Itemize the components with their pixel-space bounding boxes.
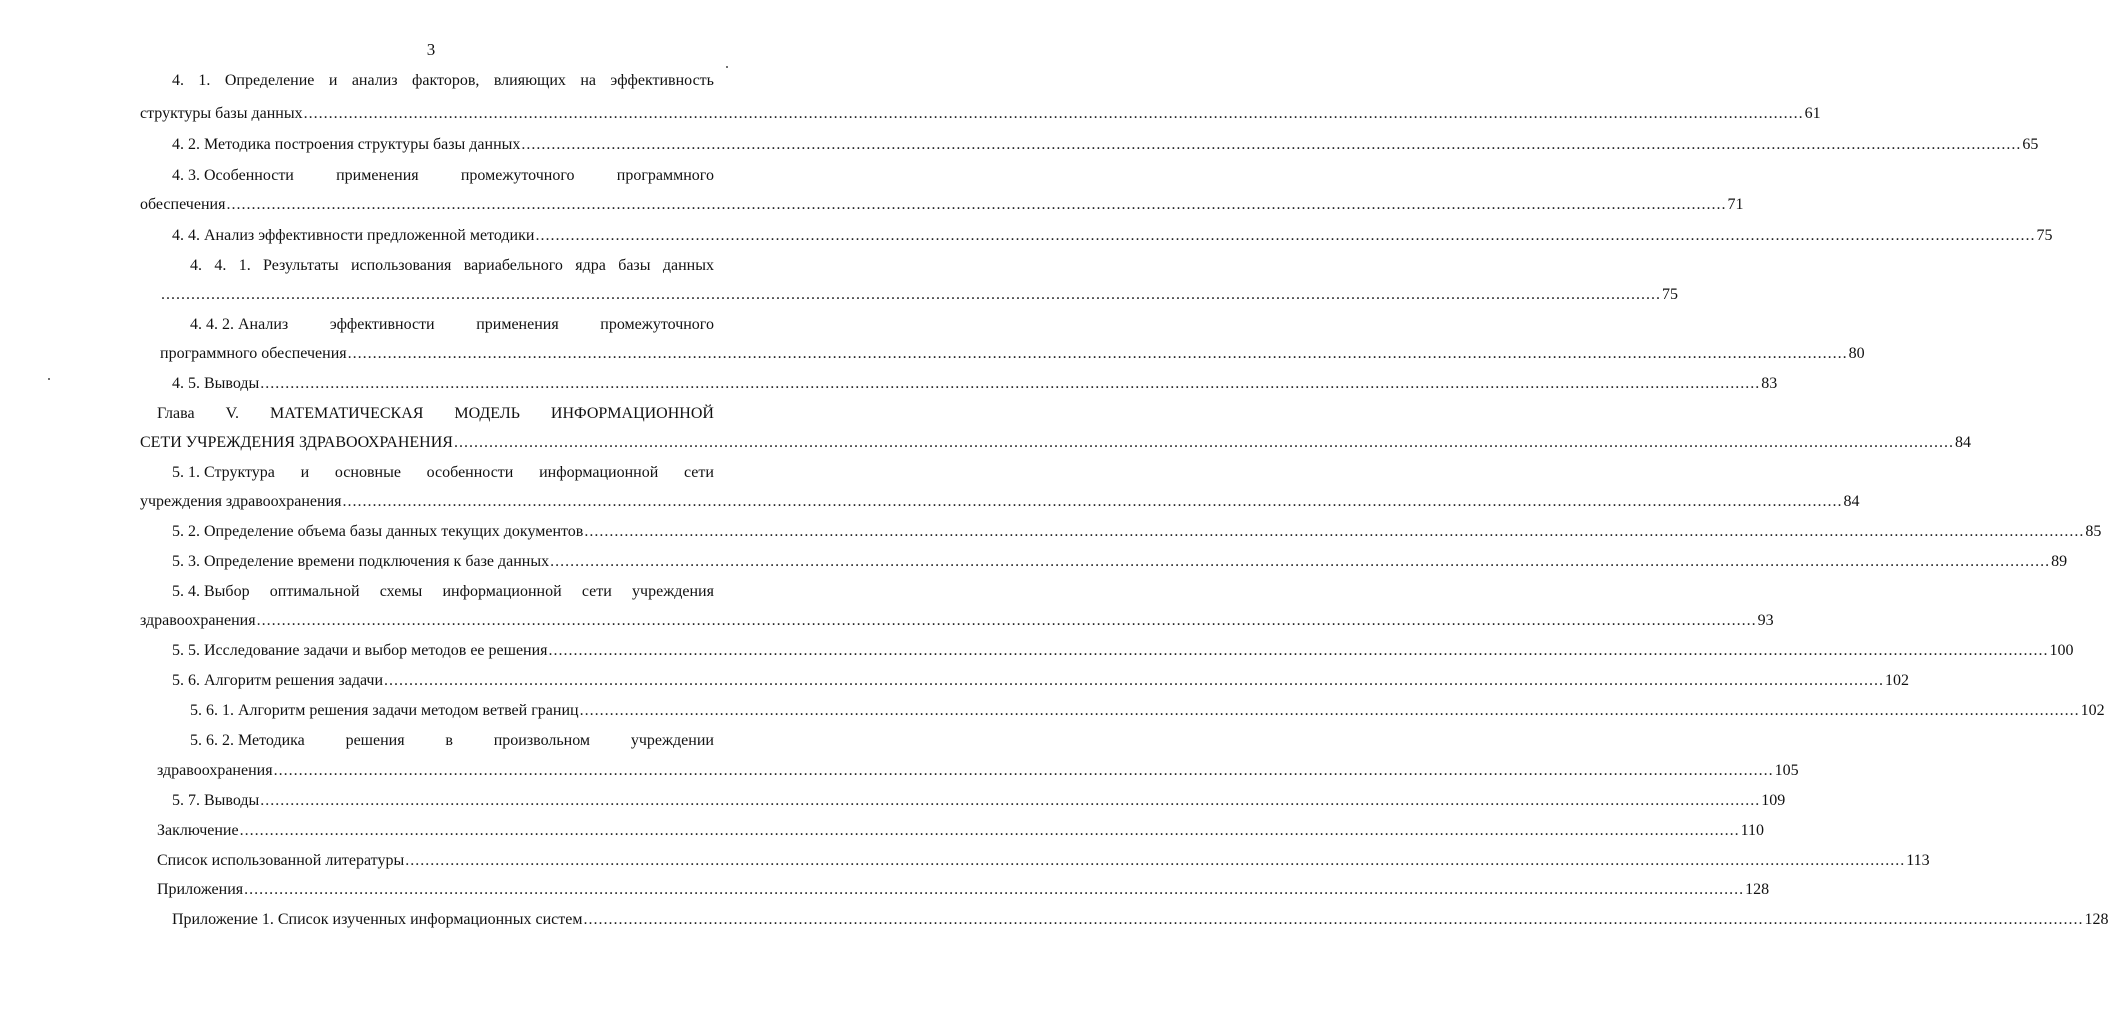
dot-leader: ............................................................................................................................................................................................................................................................................................................ — [583, 911, 2084, 928]
toc-word: в — [445, 732, 453, 749]
toc-page-number: 84 — [1954, 434, 1971, 451]
toc-line-with-page — [140, 103, 1821, 125]
toc-title: программного обеспечения — [160, 345, 347, 362]
toc-page-number: 109 — [1761, 792, 1786, 809]
toc-page-number: 83 — [1761, 375, 1778, 392]
dot-leader: ............................................................................................................................................................................................................................................................................................................ — [342, 493, 1843, 510]
toc-word: данных — [662, 257, 714, 274]
toc-word: особенности — [426, 464, 514, 481]
toc-title: структуры базы данных — [140, 105, 303, 122]
toc-word: 4. — [172, 72, 184, 89]
toc-word: базы — [618, 257, 651, 274]
toc-word: 5. 6. 2. Методика — [190, 732, 305, 749]
toc-title: Заключение — [157, 822, 239, 839]
toc-line-justified — [190, 255, 714, 277]
toc-line-justified — [190, 314, 714, 336]
toc-word: учреждения — [632, 583, 714, 600]
toc-title: Приложение 1. Список изученных информационных систем — [172, 911, 583, 928]
toc-line-with-page — [140, 194, 1744, 216]
toc-page-number: 102 — [1885, 672, 1910, 689]
toc-word: Определение — [224, 72, 315, 89]
toc-word: промежуточного — [460, 167, 575, 184]
toc-word: влияющих — [493, 72, 566, 89]
toc-word: информационной — [442, 583, 562, 600]
toc-word: 5. 1. Структура — [172, 464, 275, 481]
dot-leader: ............................................................................................................................................................................................................................................................................................................ — [384, 672, 1885, 689]
toc-page-number: 80 — [1848, 345, 1865, 362]
toc-word: схемы — [379, 583, 423, 600]
toc-title: СЕТИ УЧРЕЖДЕНИЯ ЗДРАВООХРАНЕНИЯ — [140, 434, 453, 451]
toc-line-with-page — [140, 491, 1860, 513]
toc-page-number: 105 — [1774, 762, 1799, 779]
scan-speck — [48, 378, 50, 380]
toc-line-justified — [172, 462, 714, 484]
toc-word: на — [580, 72, 596, 89]
toc-page-number: 85 — [2085, 523, 2102, 540]
dot-leader: ............................................................................................................................................................................................................................................................................................................ — [453, 434, 1954, 451]
toc-word: программного — [616, 167, 714, 184]
dot-leader: ............................................................................................................................................................................................................................................................................................................ — [239, 822, 1740, 839]
toc-line-with-page — [160, 343, 1865, 365]
toc-line-justified — [157, 403, 714, 425]
toc-page-number: 128 — [1745, 881, 1770, 898]
toc-line-with-page — [160, 284, 1678, 306]
toc-line-with-page — [172, 670, 1910, 692]
toc-word: ядра — [575, 257, 606, 274]
dot-leader: ............................................................................................................................................................................................................................................................................................................ — [256, 612, 1757, 629]
toc-word: сети — [683, 464, 714, 481]
dot-leader: ............................................................................................................................................................................................................................................................................................................ — [347, 345, 1848, 362]
dot-leader: ............................................................................................................................................................................................................................................................................................................ — [303, 105, 1804, 122]
dot-leader: ............................................................................................................................................................................................................................................................................................................ — [260, 792, 1761, 809]
toc-page-number: 65 — [2022, 136, 2039, 153]
toc-title: Список использованной литературы — [157, 852, 405, 869]
toc-title: 5. 6. 1. Алгоритм решения задачи методом ветвей границ — [190, 702, 579, 719]
toc-word: V. — [225, 405, 240, 422]
toc-line-with-page — [172, 225, 2053, 247]
toc-line-with-page — [157, 820, 1764, 842]
toc-page-number: 84 — [1843, 493, 1860, 510]
toc-word: применения — [336, 167, 419, 184]
toc-word: Результаты — [263, 257, 339, 274]
toc-line-with-page — [140, 432, 1971, 454]
toc-title: 5. 3. Определение времени подключения к базе данных — [172, 553, 550, 570]
dot-leader: ............................................................................................................................................................................................................................................................................................................ — [548, 642, 2049, 659]
toc-word: 1. — [198, 72, 211, 89]
toc-page-number: 75 — [1662, 286, 1678, 303]
toc-word: ИНФОРМАЦИОННОЙ — [550, 405, 714, 422]
toc-word: сети — [581, 583, 612, 600]
dot-leader: ............................................................................................................................................................................................................................................................................................................ — [584, 523, 2085, 540]
toc-word: эффективности — [329, 316, 435, 333]
toc-word: и — [328, 72, 338, 89]
toc-line-with-page — [172, 373, 1778, 395]
toc-word: произвольном — [493, 732, 591, 749]
toc-word: учреждении — [630, 732, 714, 749]
toc-title: здравоохранения — [157, 762, 273, 779]
toc-word: и — [300, 464, 310, 481]
dot-leader: ............................................................................................................................................................................................................................................................................................................ — [579, 702, 2080, 719]
toc-line-with-page — [172, 521, 2102, 543]
toc-page-number: 100 — [2049, 642, 2074, 659]
toc-line-with-page — [172, 551, 2068, 573]
toc-line-justified — [172, 70, 714, 92]
toc-word: информационной — [539, 464, 659, 481]
dot-leader: ............................................................................................................................................................................................................................................................................................................ — [550, 553, 2051, 570]
toc-line-with-page — [172, 640, 2074, 662]
toc-title: 4. 4. Анализ эффективности предложенной методики — [172, 227, 535, 244]
toc-title: Приложения — [157, 881, 244, 898]
toc-title: 5. 6. Алгоритм решения задачи — [172, 672, 384, 689]
dot-leader: ............................................................................................................................................................................................................................................................................................................ — [260, 375, 1761, 392]
toc-word: 4. — [214, 257, 227, 274]
dot-leader: ............................................................................................................................................................................................................................................................................................................ — [405, 852, 1906, 869]
scan-speck — [726, 66, 728, 68]
toc-word: МАТЕМАТИЧЕСКАЯ — [270, 405, 424, 422]
toc-line-with-page — [140, 610, 1774, 632]
toc-page-number: 102 — [2080, 702, 2105, 719]
toc-page-number: 89 — [2051, 553, 2068, 570]
toc-title: 5. 7. Выводы — [172, 792, 260, 809]
toc-word: МОДЕЛЬ — [454, 405, 520, 422]
toc-word: использования — [350, 257, 452, 274]
page-number: 3 — [426, 40, 436, 59]
toc-page-number: 75 — [2036, 227, 2053, 244]
toc-line-justified — [172, 165, 714, 187]
toc-page-number: 93 — [1757, 612, 1774, 629]
toc-word: эффективность — [610, 72, 714, 89]
toc-word: анализ — [351, 72, 398, 89]
toc-word: 4. 4. 2. Анализ — [190, 316, 289, 333]
toc-word: основные — [334, 464, 401, 481]
toc-word: решения — [345, 732, 405, 749]
toc-word: Глава — [157, 405, 195, 422]
toc-line-with-page — [172, 909, 2108, 931]
toc-title: 5. 5. Исследование задачи и выбор методов ее решения — [172, 642, 548, 659]
toc-word: 4. — [190, 257, 202, 274]
toc-title: 4. 2. Методика построения структуры базы данных — [172, 136, 521, 153]
toc-line-with-page — [157, 850, 1930, 872]
toc-line-with-page — [172, 134, 2039, 156]
toc-title: учреждения здравоохранения — [140, 493, 342, 510]
dot-leader: ............................................................................................................................................................................................................................................................................................................ — [226, 196, 1727, 213]
toc-line-justified — [190, 730, 714, 752]
toc-page-number: 113 — [1906, 852, 1930, 869]
toc-line-with-page — [190, 700, 2105, 722]
toc-word: 5. 4. Выбор — [172, 583, 250, 600]
dot-leader: ............................................................................................................................................................................................................................................................................................................ — [521, 136, 2022, 153]
toc-word: промежуточного — [600, 316, 714, 333]
toc-line-with-page — [172, 790, 1786, 812]
toc-page-number: 110 — [1740, 822, 1764, 839]
toc-page-number: 128 — [2084, 911, 2108, 928]
toc-word: 4. 3. Особенности — [172, 167, 294, 184]
toc-title: 5. 2. Определение объема базы данных текущих документов — [172, 523, 584, 540]
toc-word: факторов, — [412, 72, 480, 89]
toc-page-number: 61 — [1804, 105, 1821, 122]
dot-leader: ............................................................................................................................................................................................................................................................................................................ — [244, 881, 1745, 898]
toc-line-with-page — [157, 879, 1770, 901]
toc-word: 1. — [238, 257, 251, 274]
dot-leader: ............................................................................................................................................................................................................................................................................................................ — [273, 762, 1774, 779]
dot-leader: ............................................................................................................................................................................................................................................................................................................ — [535, 227, 2036, 244]
toc-line-justified — [172, 581, 714, 603]
toc-page-number: 71 — [1727, 196, 1744, 213]
toc-title: 4. 5. Выводы — [172, 375, 260, 392]
toc-word: оптимальной — [269, 583, 360, 600]
toc-title: здравоохранения — [140, 612, 256, 629]
toc-word: вариабельного — [463, 257, 563, 274]
toc-title: обеспечения — [140, 196, 226, 213]
toc-word: применения — [476, 316, 559, 333]
dot-leader: ............................................................................................................................................................................................................................................................................................................ — [161, 286, 1661, 303]
toc-line-with-page — [157, 760, 1799, 782]
